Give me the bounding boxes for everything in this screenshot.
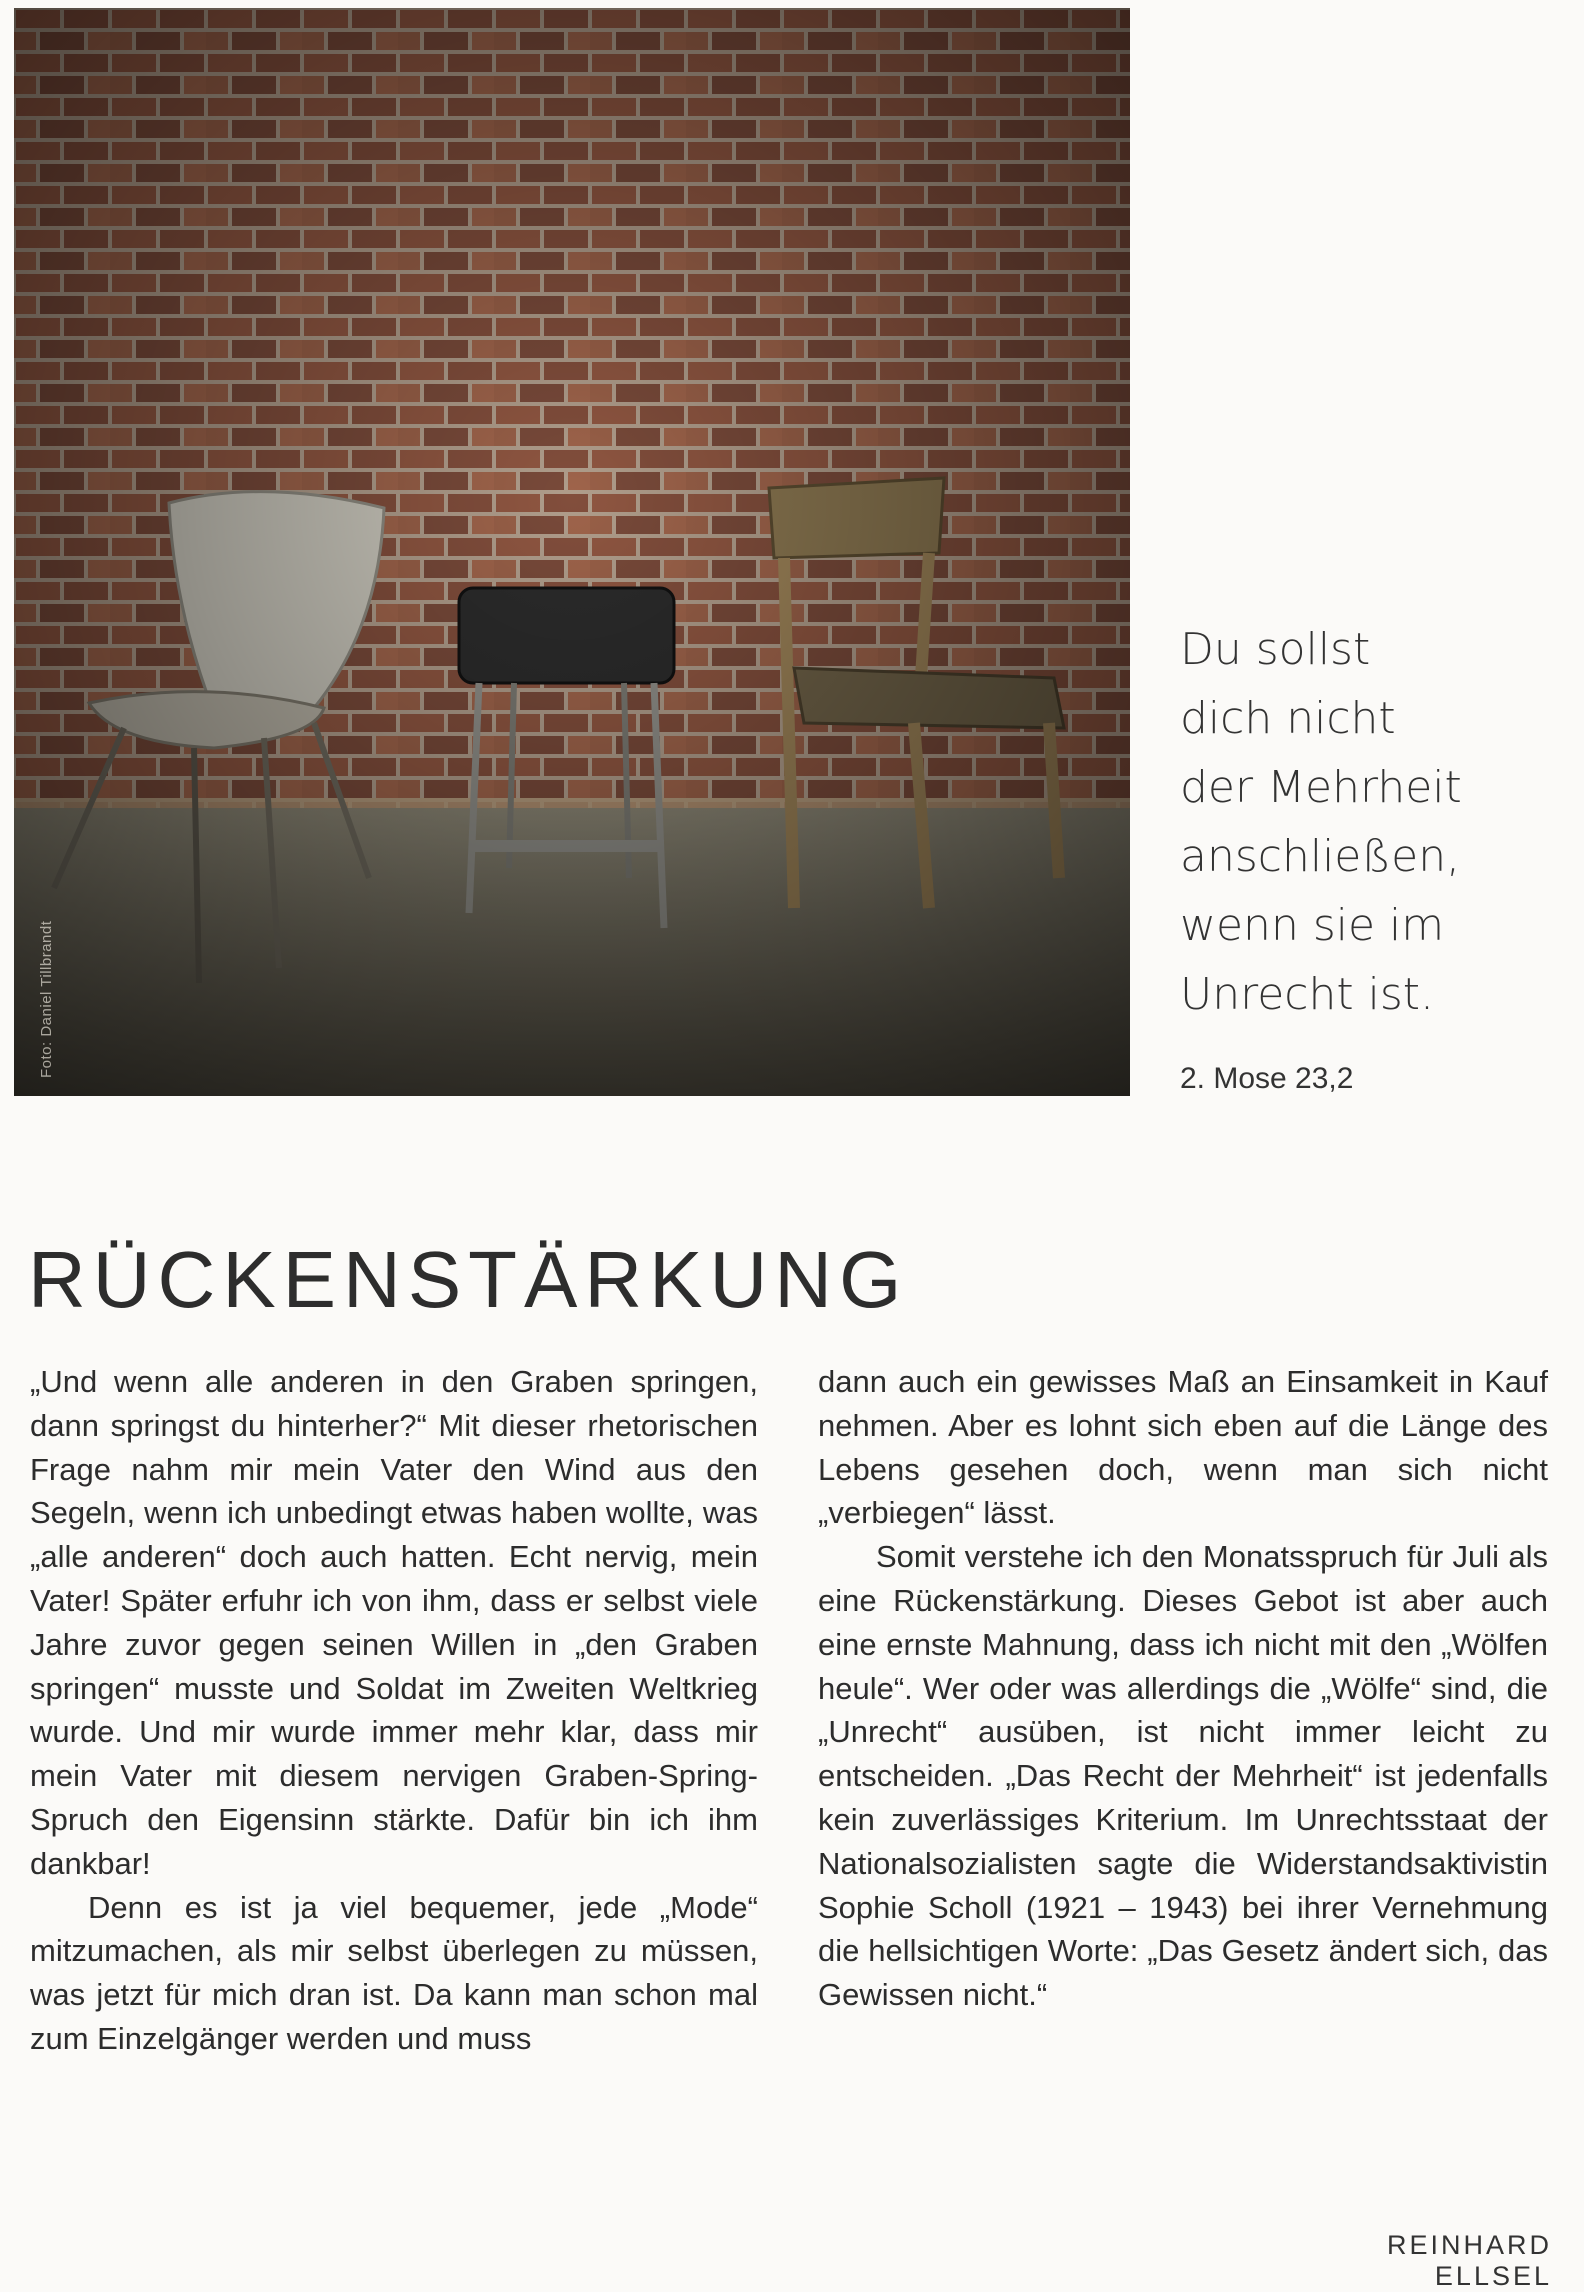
article-paragraph: dann auch ein gewisses Maß an Einsamkeit in Kauf nehmen. Aber es lohnt sich eben auf die Länge des Lebens gesehen doch, wenn man sich nicht „verbiegen“ lässt. (818, 1364, 1548, 1531)
verse-reference: 2. Mose 23,2 (1180, 1062, 1354, 1095)
article-column-left (30, 1360, 758, 2061)
photo-credit: Foto: Daniel Tillbrandt (38, 920, 55, 1078)
verse-line: anschließen, (1180, 831, 1461, 882)
article-paragraph: Denn es ist ja viel bequemer, jede „Mode“ mitzumachen, als mir selbst überlegen zu müssen, was jetzt für mich dran ist. Da kann man schon mal zum Einzelgänger werden und muss (30, 1889, 758, 2056)
article-column-right (818, 1360, 1548, 2017)
article-photo (14, 8, 1130, 1096)
verse-line: Du sollst (1180, 624, 1371, 675)
verse-line: dich nicht (1180, 693, 1396, 744)
article-paragraph: „Und wenn alle anderen in den Graben springen, dann springst du hinterher?“ Mit dieser rhetorischen Frage nahm mir mein Vater den Wind aus den Segeln, wenn ich unbedingt etwas haben wollte, was „alle anderen“ doch auch hatten. Echt nervig, mein Vater! Später erfuhr ich von ihm, dass er selbst viele Jahre zuvor gegen seinen Willen in „den Graben springen“ musste und Soldat im Zweiten Weltkrieg wurde. Und mir wurde immer mehr klar, dass mir mein Vater mit diesem nervigen Graben-Spring-Spruch den Eigensinn stärkte. Dafür bin ich ihm dankbar! (30, 1364, 758, 1881)
photo-illustration (14, 8, 1130, 1096)
monthly-verse (1180, 615, 1510, 1029)
verse-line: der Mehrheit (1180, 762, 1462, 813)
article-headline: RÜCKENSTÄRKUNG (28, 1234, 909, 1324)
verse-line: Unrecht ist. (1180, 969, 1434, 1020)
verse-line: wenn sie im (1180, 900, 1445, 951)
article-author: REINHARD ELLSEL (1386, 2230, 1552, 2291)
article-paragraph: Somit verstehe ich den Monatsspruch für Juli als eine Rückenstärkung. Dieses Gebot ist aber auch eine ernste Mahnung, dass ich nicht mit den „Wölfen heule“. Wer oder was allerdings die „Wölfe“ sind, die „Unrecht“ ausüben, ist nicht immer leicht zu entscheiden. „Das Recht der Mehrheit“ ist jedenfalls kein zuverlässiges Kriterium. Im Unrechtsstaat der Nationalsozialisten sagte die Widerstandsaktivistin Sophie Scholl (1921 – 1943) bei ihrer Vernehmung die hellsichtigen Worte: „Das Gesetz ändert sich, das Gewissen nicht.“ (818, 1539, 1548, 2013)
